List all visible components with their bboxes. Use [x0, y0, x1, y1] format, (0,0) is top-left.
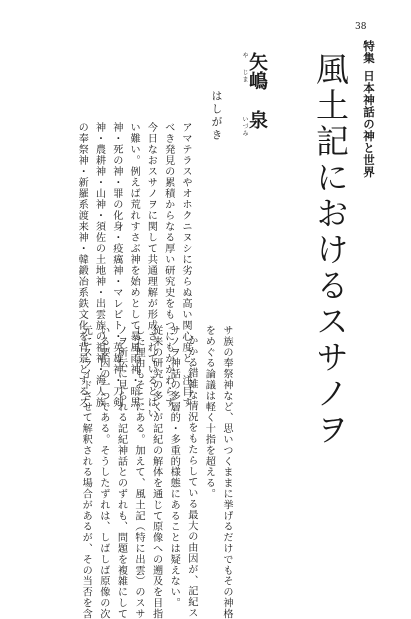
text-line: サ族の奉祭神など、思いつくままに挙げるだけでもその神格	[221, 325, 232, 619]
text-line: かかる錯雑な情況をもたらしている最大の由因が、記紀ス	[185, 335, 197, 619]
text-line: 今日なおスサノヲに関して共通理解が形成されているとはい	[145, 122, 157, 419]
text-line: 神・農耕神・山神・須佐の土地神・出雲族の祖神・海人族	[93, 122, 105, 408]
author-ruby-2: じま	[241, 69, 248, 83]
text-line: 元にスライドさせて解釈される場合があるが、その当否を含	[80, 325, 92, 619]
author-name	[247, 52, 266, 129]
text-line: をめぐる論議は軽く十指を超える。	[203, 325, 215, 500]
text-line: サノヲ神話の多層的・多重的様態にあることは疑えない。	[168, 325, 180, 609]
page-number: 38	[355, 22, 367, 32]
author-ruby-1: や	[241, 52, 248, 59]
text-line: した理由もそこにある。加えて、風土記（特に出雲）のスサ	[133, 325, 145, 619]
text-line: い難い。例えば荒れすさぶ神を始めとして暴風雨神・暗黒	[128, 122, 140, 408]
body-text-lower	[77, 325, 235, 619]
section-heading: はしがき	[210, 90, 223, 142]
text-line: ノヲ所伝に見られる記紀神話とのずれも、問題を複雑にして	[115, 325, 127, 619]
article-title: 風土記におけるスサノヲ	[311, 52, 350, 448]
feature-theme: 日本神話の神と世界	[362, 70, 376, 178]
author-ruby-given: いづみ	[241, 116, 248, 137]
author-given-name: 泉	[246, 110, 268, 129]
text-line: アマテラスやオホクニヌシに劣らぬ高い関心度と、注目す	[180, 122, 191, 408]
author-surname: 矢嶋	[246, 52, 268, 90]
feature-label: 特集	[362, 40, 376, 64]
text-line: の奉祭神・新羅系渡来神・韓鍛冶系鉄文化を背景とするス	[76, 122, 88, 408]
text-line: 従来の研究の多くが記紀の解体を通じて原像への遡及を目指	[150, 325, 162, 619]
text-line: いる要因の一つである。そうしたずれは、しばしば原像の次	[97, 325, 109, 619]
text-line: べき発見の累積からなる厚い研究史をもつにもかかわらず、	[162, 122, 174, 419]
text-line: 神・死の神・罪の化身・疫癘神・マレビト・英雄神・刀剣	[110, 122, 122, 408]
feature-header	[361, 40, 377, 178]
